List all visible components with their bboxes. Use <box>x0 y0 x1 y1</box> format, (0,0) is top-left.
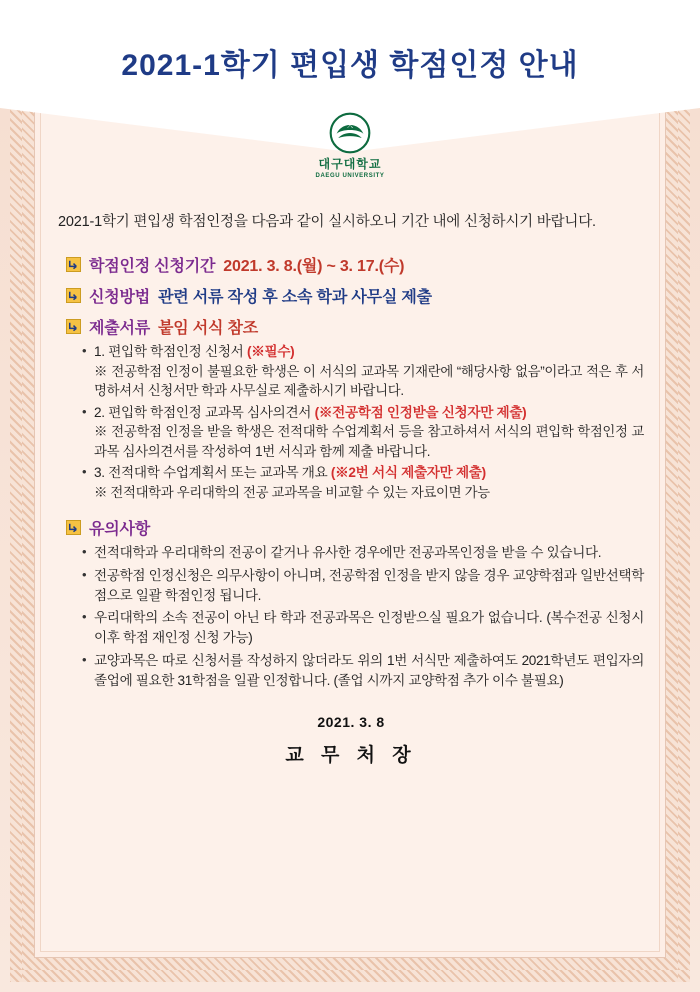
arrow-bullet-icon <box>66 319 81 334</box>
section-label: 제출서류 <box>89 320 151 337</box>
list-item <box>80 403 644 462</box>
document-title: 3. 전적대학 수업계획서 또는 교과목 개요 <box>94 465 331 481</box>
list-item: • 우리대학의 소속 전공이 아닌 타 학과 전공과목은 인정받으실 필요가 없습니다. (복수전공 신청시 이후 학점 재인정 신청 가능) <box>80 608 644 647</box>
footer-date: 2021. 3. 8 <box>317 714 385 731</box>
section-value: 관련 서류 작성 후 소속 학과 사무실 제출 <box>158 289 432 306</box>
section-required-documents <box>58 315 644 502</box>
footer-signer: 교 무 처 장 <box>285 745 417 767</box>
list-item: • 전공학점 인정신청은 의무사항이 아니며, 전공학점 인정을 받지 않을 경우 교양학점과 일반선택학점으로 일괄 학점인정 됩니다. <box>80 566 644 605</box>
intro-text: 2021-1학기 편입생 학점인정을 다음과 같이 실시하오니 기간 내에 신청하시기 바랍니다. <box>58 214 596 230</box>
section-label: 유의사항 <box>89 521 151 539</box>
document-title-emphasis: (※필수) <box>246 344 295 359</box>
document-title: 2. 편입학 학점인정 교과목 심사의견서 <box>94 404 315 420</box>
footer <box>58 714 644 767</box>
logo-name-kr: 대구대학교 <box>318 157 382 171</box>
svg-text:大: 大 <box>346 122 354 130</box>
document-note: ※ 전공학점 인정을 받을 학생은 전적대학 수업계획서 등을 참고하셔서 서식의 편입학 학점인정 교과목 심사의견서를 작성하여 1번 서식과 함께 제출 바랍니다. <box>94 424 644 459</box>
arrow-bullet-icon <box>66 288 81 303</box>
section-header <box>66 253 644 276</box>
document-title-emphasis: (※전공학점 인정받을 신청자만 제출) <box>314 404 527 420</box>
document-note: ※ 전적대학과 우리대학의 전공 교과목을 비교할 수 있는 자료이면 가능 <box>94 484 490 500</box>
section-label: 신청방법 <box>89 289 151 306</box>
list-item: • 교양과목은 따로 신청서를 작성하지 않더라도 위의 1번 서식만 제출하여도 2021학년도 편입자의 졸업에 필요한 31학점을 일괄 인정합니다. (졸업 시까지 교양학점 추가 이수 불필요) <box>80 651 644 690</box>
section-label: 학점인정 신청기간 <box>89 258 216 275</box>
section-value: 붙임 서식 참조 <box>158 320 259 337</box>
section-application-period <box>58 253 644 276</box>
poster-content <box>58 210 644 767</box>
arrow-bullet-icon <box>66 257 81 272</box>
document-list <box>58 342 644 502</box>
page-title: 2021-1학기 편입생 학점인정 안내 <box>121 49 579 82</box>
section-header <box>66 516 644 539</box>
list-item <box>80 342 644 401</box>
university-logo <box>0 112 700 179</box>
section-value: 2021. 3. 8.(월) ~ 3. 17.(수) <box>223 258 405 275</box>
section-header <box>66 315 644 338</box>
list-item: • 전적대학과 우리대학의 전공이 같거나 유사한 경우에만 전공과목인정을 받을 수 있습니다. <box>80 543 644 563</box>
daegu-university-emblem-icon <box>329 112 371 154</box>
section-application-method <box>58 284 644 307</box>
section-caution <box>58 516 644 690</box>
logo-name-en: DAEGU UNIVERSITY <box>315 173 385 179</box>
document-title: 1. 편입학 학점인정 신청서 <box>94 344 247 359</box>
caution-list <box>58 543 644 690</box>
document-note: ※ 전공학점 인정이 불필요한 학생은 이 서식의 교과목 기재란에 “해당사항 없음”이라고 적은 후 서명하셔서 신청서만 학과 사무실로 제출하시기 바랍니다. <box>94 363 644 399</box>
section-header <box>66 284 644 307</box>
list-item <box>80 463 644 502</box>
document-title-emphasis: (※2번 서식 제출자만 제출) <box>330 465 486 481</box>
arrow-bullet-icon <box>66 520 81 535</box>
